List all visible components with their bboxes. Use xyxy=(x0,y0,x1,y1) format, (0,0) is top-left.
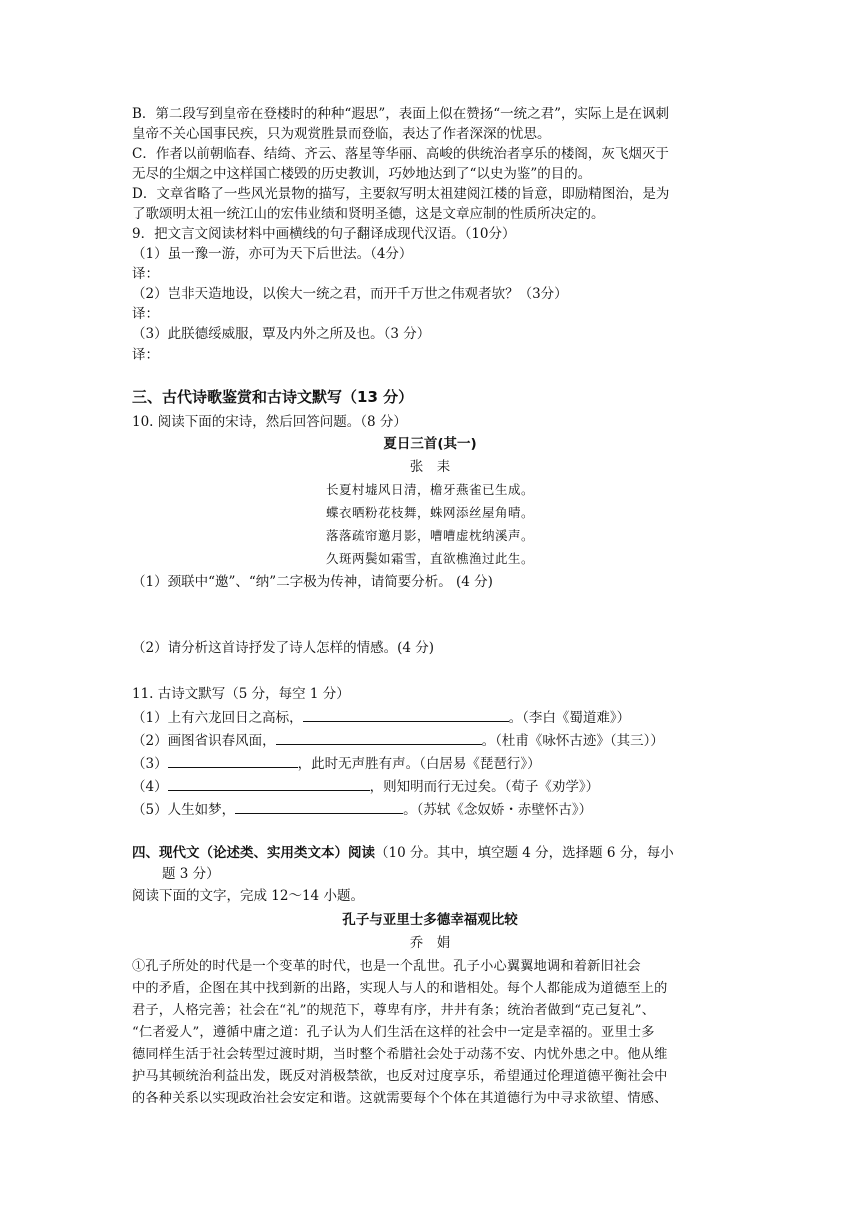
option-c-line1: C．作者以前朝临春、结绮、齐云、落星等华丽、高峻的供统治者享乐的楼阁，灰飞烟灭于 xyxy=(132,146,669,162)
q10-part-1: （1）颈联中“邀”、“纳”二字极为传神，请简要分析。 (4 分) xyxy=(132,574,493,590)
option-d-line1: D．文章省略了一些风光景物的描写，主要叙写明太祖建阅江楼的旨意，即励精图治，是为 xyxy=(132,186,670,202)
q11-item-3 xyxy=(132,753,728,774)
q9-translate-label-2: 译： xyxy=(132,306,159,322)
section4-heading-note: （10 分。其中，填空题 4 分，选择题 6 分，每小 xyxy=(375,845,674,861)
q11-item-3-suffix: ，此时无声胜有声。（白居易《琵琶行》） xyxy=(297,756,541,772)
q11-item-2 xyxy=(132,730,728,751)
q11-blank-2[interactable] xyxy=(276,730,482,745)
paragraph-line-6: 护马其顿统治利益出发，既反对消极禁欲，也反对过度享乐，希望通过伦理道德平衡社会中 xyxy=(132,1069,668,1084)
paragraph-line-1: ①孔子所处的时代是一个变革的时代，也是一个乱世。孔子小心翼翼地调和着新旧社会 xyxy=(132,959,641,974)
option-c-line2: 无尽的尘烟之中这样国亡楼毁的历史教训，巧妙地达到了“以史为鉴”的目的。 xyxy=(132,166,592,182)
q11-blank-4[interactable] xyxy=(168,776,370,791)
poem-line-2: 蝶衣晒粉花枝舞，蛛网添丝屋角晴。 xyxy=(325,505,534,520)
q10-part-2: （2）请分析这首诗抒发了诗人怎样的情感。(4 分) xyxy=(132,640,435,656)
section4-heading-title: 四、现代文（论述类、实用类文本）阅读 xyxy=(132,845,375,861)
q11-item-4-prefix: （4） xyxy=(132,779,168,795)
paragraph-line-7: 的各种关系以实现政治社会安定和谐。这就需要每个个体在其道德行为中寻求欲望、情感、 xyxy=(132,1091,668,1106)
q11-item-5 xyxy=(132,799,728,820)
section4-heading xyxy=(132,843,728,863)
q11-item-2-prefix: （2）画图省识春风面， xyxy=(132,733,276,749)
q11-item-2-suffix: 。（杜甫《咏怀古迹》（其三）） xyxy=(481,733,664,749)
section4-heading-line2: 题 3 分） xyxy=(162,866,220,882)
q11-item-5-suffix: 。（苏轼《念奴娇・赤壁怀古》） xyxy=(403,802,593,818)
paragraph-line-5: 德同样生活于社会转型过渡时期，当时整个希腊社会处于动荡不安、内忧外患之中。他从维 xyxy=(132,1047,668,1062)
q9-translate-label-3: 译： xyxy=(132,347,159,363)
q11-item-4 xyxy=(132,776,728,797)
q11-blank-1[interactable] xyxy=(303,707,509,722)
poem-line-4: 久斑两鬓如霜雪，直欲樵渔过此生。 xyxy=(325,551,534,566)
article-author: 乔 娟 xyxy=(409,935,451,951)
q9-sentence-1: （1）虽一豫一游，亦可为天下后世法。（4分） xyxy=(132,246,413,262)
q10-stem: 10. 阅读下面的宋诗，然后回答问题。（8 分） xyxy=(132,414,407,430)
poem-line-1: 长夏村墟风日清，檐牙燕雀已生成。 xyxy=(325,482,534,497)
q11-item-3-prefix: （3） xyxy=(132,756,168,772)
paragraph-line-4: “仁者爱人”，遵循中庸之道：孔子认为人们生活在这样的社会中一定是幸福的。亚里士多 xyxy=(132,1025,655,1040)
article-title: 孔子与亚里士多德幸福观比较 xyxy=(342,912,518,928)
q9-sentence-3: （3）此朕德绥威服，覃及内外之所及也。（3 分） xyxy=(132,326,431,342)
q11-item-5-prefix: （5）人生如梦， xyxy=(132,802,236,818)
section4-instruction: 阅读下面的文字，完成 12～14 小题。 xyxy=(132,888,364,904)
q11-item-1-suffix: 。（李白《蜀道难》） xyxy=(508,710,631,726)
poem-title: 夏日三首(其一) xyxy=(383,436,477,452)
option-d-line2: 了歌颂明太祖一统江山的宏伟业绩和贤明圣德，这是文章应制的性质所决定的。 xyxy=(132,206,605,222)
poem-author: 张 耒 xyxy=(409,459,451,475)
q11-item-1 xyxy=(132,707,728,728)
paragraph-line-2: 中的矛盾，企图在其中找到新的出路，实现人与人的和谐相处。每个人都能成为道德至上的 xyxy=(132,981,668,996)
q9-stem: 9．把文言文阅读材料中画横线的句子翻译成现代汉语。（10分） xyxy=(132,226,516,242)
q9-translate-label-1: 译： xyxy=(132,266,159,282)
option-b-line1: B．第二段写到皇帝在登楼时的种种“遐思”，表面上似在赞扬“一统之君”，实际上是在讽刺 xyxy=(132,106,670,122)
paragraph-line-3: 君子，人格完善；社会在“礼”的规范下，尊卑有序，井井有条；统治者做到“克己复礼”、 xyxy=(132,1003,656,1018)
q9-sentence-2: （2）岂非天造地设，以俟大一统之君，而开千万世之伟观者欤？（3分） xyxy=(132,286,568,302)
q11-item-4-suffix: ，则知明而行无过矣。（荀子《劝学》） xyxy=(369,779,600,795)
poem-line-3: 落落疏帘邀月影，嘈嘈虚枕纳溪声。 xyxy=(325,528,534,543)
q11-item-1-prefix: （1）上有六龙回日之高标， xyxy=(132,710,303,726)
section3-heading: 三、古代诗歌鉴赏和古诗文默写（13 分） xyxy=(132,388,414,406)
q11-stem: 11. 古诗文默写（5 分，每空 1 分） xyxy=(132,686,350,702)
q11-blank-3[interactable] xyxy=(168,753,298,768)
option-b-line2: 皇帝不关心国事民疾，只为观赏胜景而登临，表达了作者深深的忧思。 xyxy=(132,126,551,142)
q11-blank-5[interactable] xyxy=(235,799,403,814)
